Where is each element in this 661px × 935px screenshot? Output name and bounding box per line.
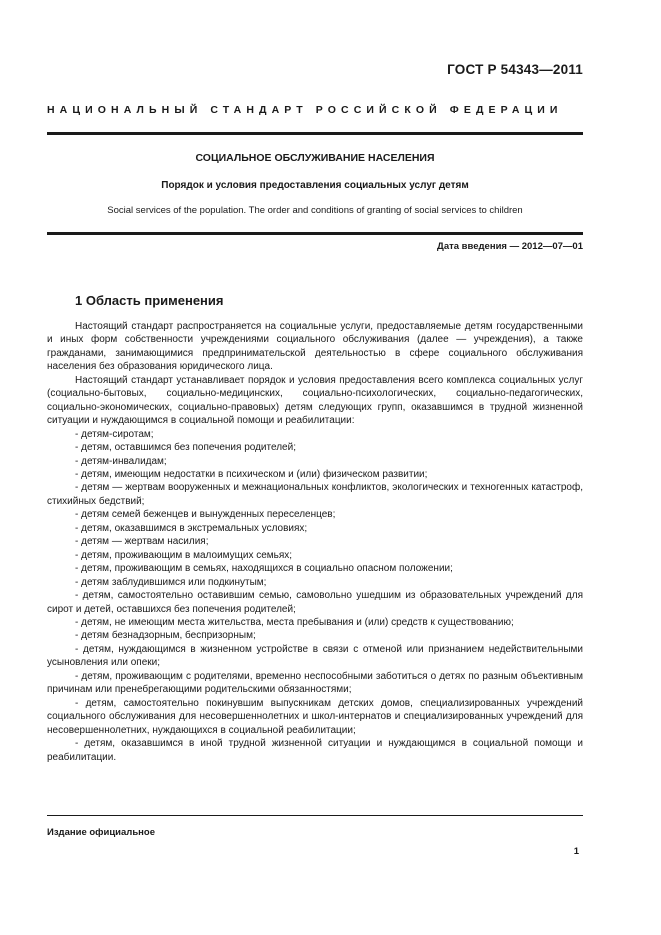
list-item: - детям, проживающим в малоимущих семьях; (75, 549, 293, 561)
list-item: - детям, нуждающимся в жизненном устройстве в связи с отменой или признанием недействительными усыновления или опеки; (47, 643, 583, 669)
edition-label: Издание официальное (47, 827, 155, 838)
paragraph: Настоящий стандарт устанавливает порядок и условия предоставления всего комплекса социальных услуг (социально-бытовых, социально-медицинских, социально-психологических, социально-педагогических, социально-экономических, социально-правовых) детям следующих групп, оказавшимся в трудной жизненной ситуации и нуждающимся в социальной помощи и реабилитации: (47, 374, 583, 427)
list-item: - детям семей беженцев и вынужденных переселенцев; (75, 509, 336, 521)
list-item: - детям безнадзорным, беспризорным; (75, 630, 256, 642)
english-title: Social services of the population. The order and conditions of granting of social services to children (107, 205, 523, 216)
national-standard-heading: НАЦИОНАЛЬНЫЙ СТАНДАРТ РОССИЙСКОЙ ФЕДЕРАЦИИ (47, 104, 563, 116)
standard-title: СОЦИАЛЬНОЕ ОБСЛУЖИВАНИЕ НАСЕЛЕНИЯ (195, 152, 435, 164)
list-item: - детям, не имеющим места жительства, места пребывания и (или) средств к существованию; (75, 616, 514, 628)
list-item: - детям, оказавшимся в иной трудной жизненной ситуации и нуждающимся в социальной помощи и реабилитации. (47, 738, 583, 763)
list-item: - детям, проживающим с родителями, временно неспособными заботиться о детях по разным объективным причинам или пренебрегающими родительскими обязанностями; (47, 670, 583, 696)
section-body (47, 320, 583, 764)
list-item: - детям-сиротам; (75, 428, 154, 440)
title-divider (47, 232, 583, 235)
list-item: - детям-инвалидам; (75, 455, 167, 467)
list-item: - детям — жертвам насилия; (75, 536, 209, 548)
list-item: - детям, оставшимся без попечения родителей; (75, 442, 296, 454)
footer-divider (47, 815, 583, 816)
list-item: - детям, самостоятельно оставившим семью, самовольно ушедшим из образовательных учреждений для сирот и детей, оставшихся без попечения родителей; (47, 590, 583, 615)
gost-number: ГОСТ Р 54343—2011 (447, 62, 583, 77)
section-title: 1 Область применения (75, 293, 224, 308)
list-item: - детям, проживающим в семьях, находящихся в социально опасном положении; (75, 563, 453, 575)
standard-subtitle: Порядок и условия предоставления социальных услуг детям (161, 180, 469, 191)
list-item: - детям, имеющим недостатки в психическом и (или) физическом развитии; (75, 468, 428, 480)
list-item: - детям, оказавшимся в экстремальных условиях; (75, 522, 308, 534)
paragraph: Настоящий стандарт распространяется на социальные услуги, предоставляемые детям государственными и иных форм собственности учреждениями социального обслуживания (далее — учреждения), а также гражданами, занимающимися предпринимательской деятельностью в сфере социального обслуживания населения без образования юридического лица. (47, 321, 583, 373)
top-divider (47, 132, 583, 135)
introduction-date: Дата введения — 2012—07—01 (437, 241, 583, 252)
list-item: - детям, самостоятельно покинувшим выпускникам детских домов, специализированных учреждений социального обслуживания для несовершеннолетних и школ-интернатов и специализированных учреждений для несовершеннолетних, нуждающихся в социальной реабилитации; (47, 697, 583, 736)
list-item: - детям заблудившимся или подкинутым; (75, 576, 267, 588)
list-item: - детям — жертвам вооруженных и межнациональных конфликтов, экологических и техногенных катастроф, стихийных бедствий; (47, 482, 583, 507)
page-number: 1 (573, 846, 579, 857)
